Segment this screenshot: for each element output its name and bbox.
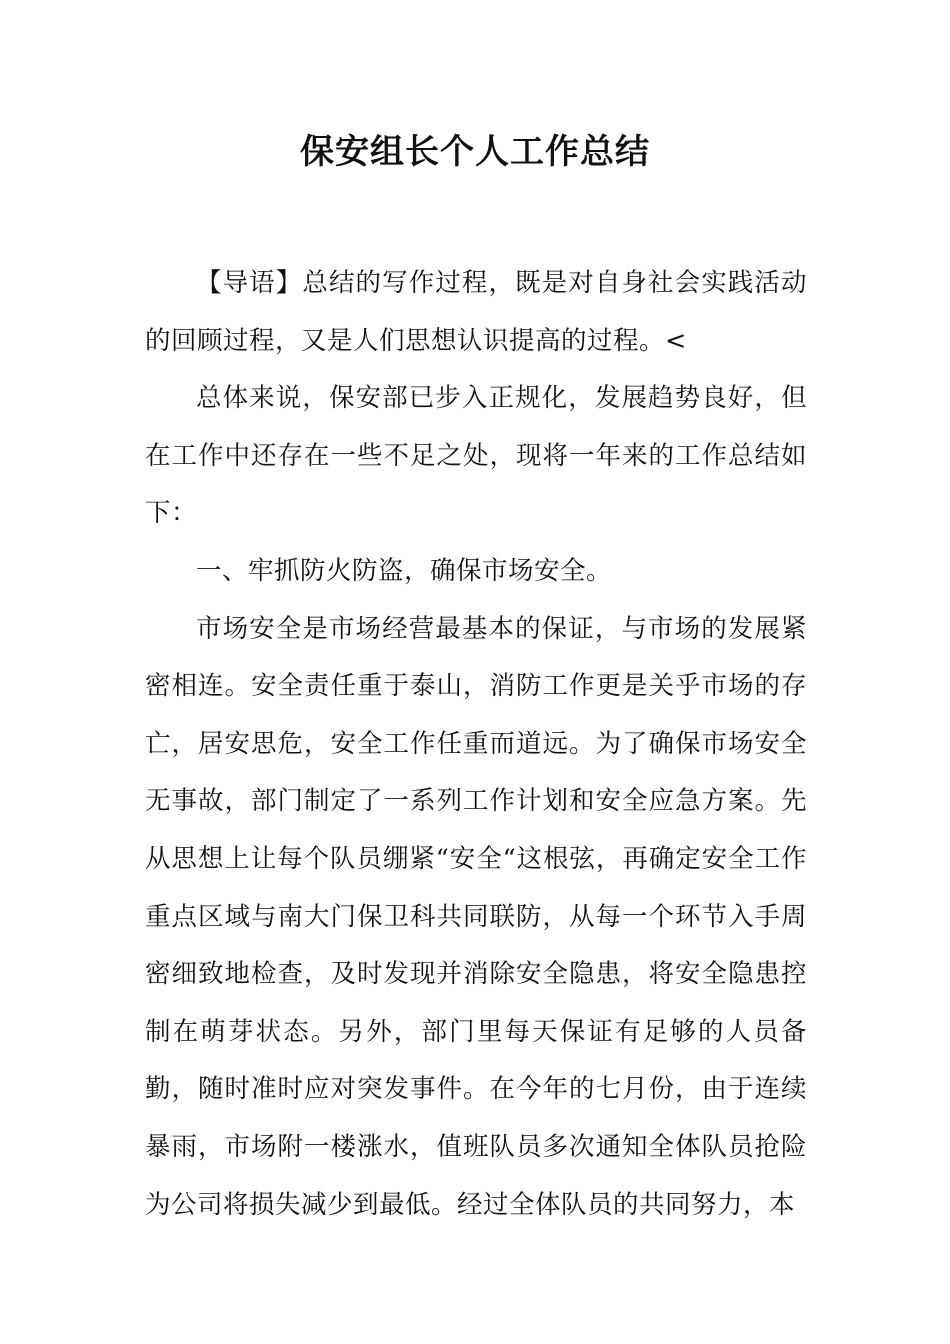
document-body	[145, 255, 807, 1234]
paragraph-market-safety: 市场安全是市场经营最基本的保证，与市场的发展紧密相连。安全责任重于泰山，消防工作更是关乎市场的存亡，居安思危，安全工作任重而道远。为了确保市场安全无事故，部门制定了一系列工作计划和安全应急方案。先从思想上让每个队员绷紧“安全“这根弦，再确定安全工作重点区域与南大门保卫科共同联防，从每一个环节入手周密细致地检查，及时发现并消除安全隐患，将安全隐患控制在萌芽状态。另外，部门里每天保证有足够的人员备勤，随时准时应对突发事件。在今年的七月份，由于连续暴雨，市场附一楼涨水，值班队员多次通知全体队员抢险为公司将损失减少到最低。经过全体队员的共同努力，本	[145, 613, 807, 1220]
document-title: 保安组长个人工作总结	[300, 132, 650, 172]
paragraph-intro: 【导语】总结的写作过程，既是对自身社会实践活动的回顾过程，又是人们思想认识提高的过程。<	[145, 268, 807, 356]
paragraph-overview: 总体来说，保安部已步入正规化，发展趋势良好，但在工作中还存在一些不足之处，现将一年来的工作总结如下：	[145, 383, 807, 529]
section-heading-1: 一、牢抓防火防盗，确保市场安全。	[196, 555, 613, 586]
